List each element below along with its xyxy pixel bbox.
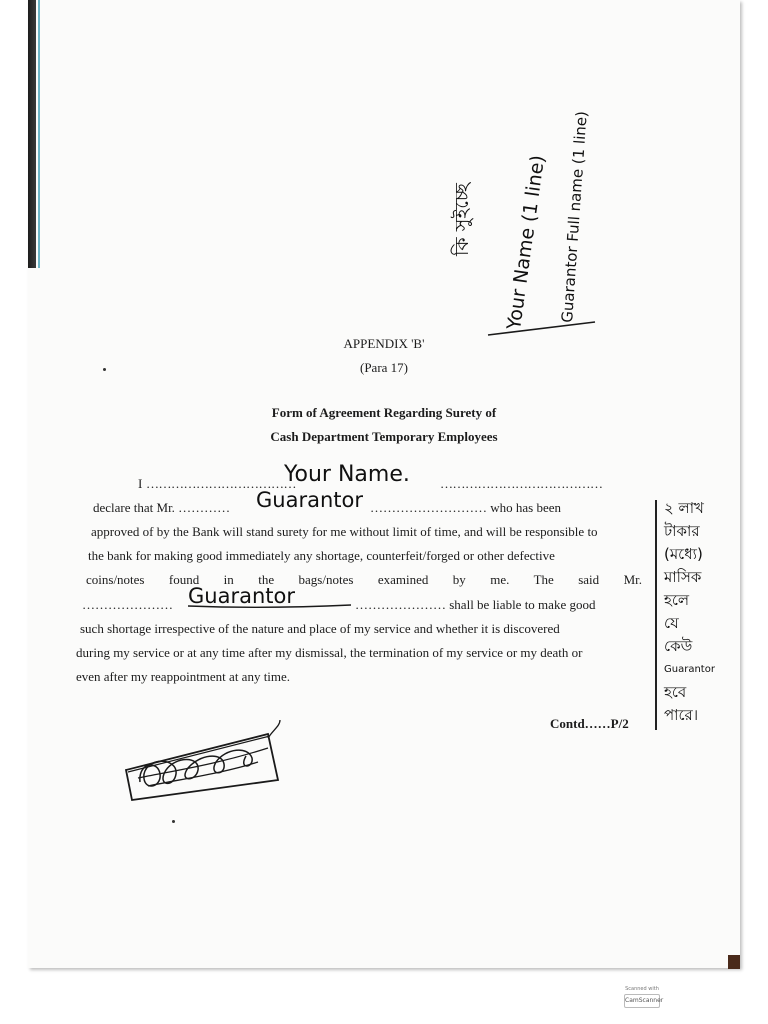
line2-suffix: ……………………… who has been [370,500,562,515]
handwritten-your-name: Your Name. [284,462,410,487]
line8: during my service or at any time after my dismissal, the termination of my service or my death or [76,645,583,660]
line5: coins/notes found in the bags/notes examined by me. The said Mr. [86,572,642,587]
handwritten-guarantor-note: Guarantor Full name (1 line) [558,110,591,324]
line2-prefix: declare that Mr. ………… [93,500,231,515]
handwritten-guarantor-2: Guarantor [188,584,295,608]
form-title-line2: Cash Department Temporary Employees [270,429,498,444]
scanner-watermark [624,986,664,1018]
line4: the bank for making good immediately any shortage, counterfeit/forged or other defective [88,548,555,563]
side-note-line: পারে। [664,706,699,724]
line3: approved of by the Bank will stand surety for me without limit of time, and will be responsible to [91,524,598,539]
side-note-line: (মধ্যে) [664,545,703,563]
side-note-line: কেউ [664,637,693,655]
underline-stroke [186,600,356,612]
para-reference: (Para 17) [359,360,408,375]
side-note-line: মাসিক [664,568,702,586]
side-note-line: টাকার [664,522,700,540]
side-note-line: Guarantor [664,664,715,675]
speck [172,820,175,823]
signature-scribble [118,712,288,804]
page-corner [728,955,740,969]
side-note-line: ২ লাখ [664,499,704,517]
page-edge-line [38,0,40,268]
side-note-bracket [655,500,657,730]
line1-dots-left: ……………………………… [146,476,296,491]
appendix-heading: APPENDIX 'B' [343,336,425,351]
side-note-line: হবে [664,683,687,701]
line6-prefix: ………………… [82,597,173,612]
handwritten-name-note: Your Name (1 line) [503,153,550,332]
line1-dots-right: ………………………………… [440,476,603,491]
watermark-line1: Scanned with [625,986,659,992]
page-shadow-edge [28,0,36,268]
continued-marker: Contd……P/2 [550,716,629,731]
form-title-line1: Form of Agreement Regarding Surety of [271,405,497,420]
watermark-logo: CamScanner [624,994,660,1008]
line7: such shortage irrespective of the nature and place of my service and whether it is discovered [80,621,560,636]
handwritten-bengali-note: কি সুইচ্ছে [451,183,473,256]
line9: even after my reappointment at any time. [76,669,291,684]
handwritten-guarantor-1: Guarantor [256,488,363,512]
side-note-line: যে [664,614,679,632]
side-note-line: হলে [664,591,690,609]
line1-prefix: I [138,476,143,491]
side-handwritten-note [664,497,715,727]
line6-suffix: ………………… shall be liable to make good [355,597,596,612]
